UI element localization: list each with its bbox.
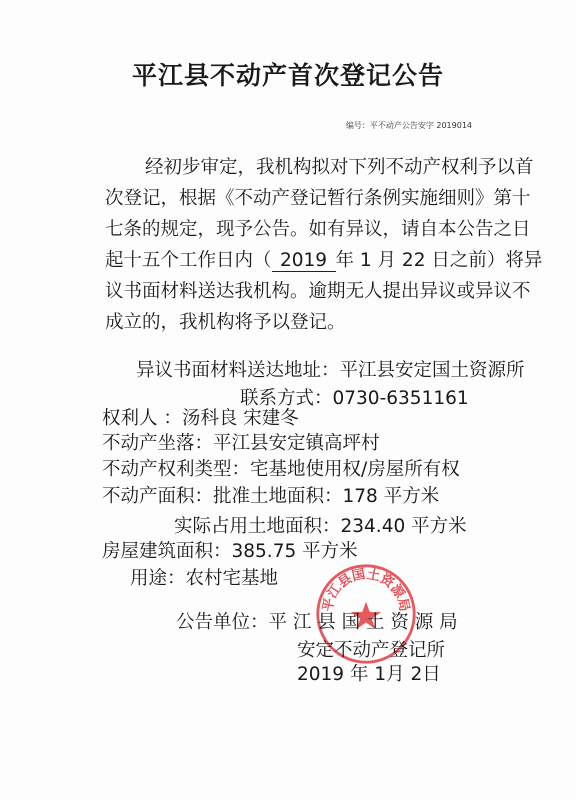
property-location: 不动产坐落：平江县安定镇高坪村 bbox=[102, 433, 380, 454]
serial-number: 编号：平不动产公告安字 2019014 bbox=[345, 121, 472, 130]
body-line-1: 经初步审定，我机构拟对下列不动产权利予以首 bbox=[145, 157, 534, 178]
actual-land-area: 实际占用土地面积：234.40 平方米 bbox=[174, 516, 467, 537]
rights-holders: 权利人 ：汤科良 宋建冬 bbox=[102, 408, 299, 429]
building-area: 房屋建筑面积：385.75 平方米 bbox=[102, 541, 358, 562]
contact-phone: 联系方式：0730-6351161 bbox=[240, 388, 469, 409]
issuing-office: 安定不动产登记所 bbox=[297, 640, 446, 661]
issuer: 公告单位：平 江 县 国 土 资 源 局 bbox=[176, 612, 458, 633]
body-line-6: 成立的，我机构将予以登记。 bbox=[105, 312, 346, 333]
seal-text: 平江县国土资源局 bbox=[320, 567, 412, 613]
body-line-5: 议书面材料送达我机构。逾期无人提出异议或异议不 bbox=[105, 281, 531, 302]
body-line-2: 次登记，根据《不动产登记暂行条例实施细则》第十 bbox=[105, 188, 531, 209]
body-line-4-suffix: 年 1 月 22 日之前）将异 bbox=[335, 250, 543, 271]
body-line-4 bbox=[105, 246, 542, 272]
body-line-3: 七条的规定，现予公告。如有异议，请自本公告之日 bbox=[105, 219, 531, 240]
right-type: 不动产权利类型：宅基地使用权/房屋所有权 bbox=[102, 459, 460, 480]
approved-land-area: 不动产面积：批准土地面积：178 平方米 bbox=[102, 486, 440, 507]
objection-address: 异议书面材料送达地址：平江县安定国土资源所 bbox=[136, 360, 525, 381]
deadline-year-blank: 2019 bbox=[272, 250, 336, 272]
issue-date: 2019 年 1月 2日 bbox=[297, 664, 441, 685]
page-title: 平江县不动产首次登记公告 bbox=[131, 61, 444, 90]
land-usage: 用途：农村宅基地 bbox=[130, 568, 279, 589]
body-line-4-prefix: 起十五个工作日内（ bbox=[105, 250, 272, 271]
